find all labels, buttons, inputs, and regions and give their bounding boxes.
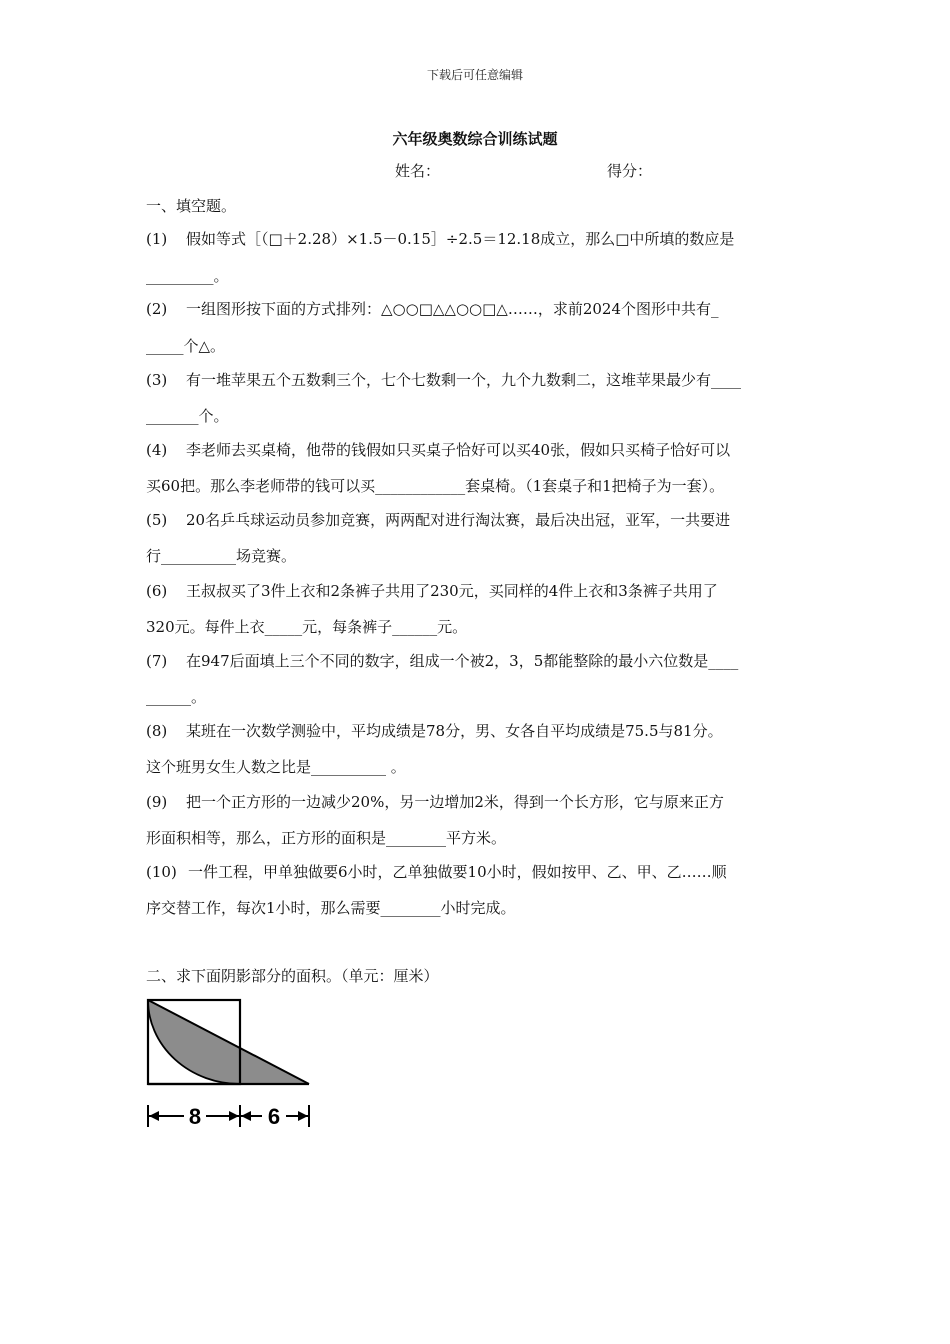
question-1: [146, 229, 734, 249]
question-2: [146, 299, 719, 319]
question-number: (6): [146, 582, 168, 600]
question-number: (3): [146, 371, 168, 389]
question-8: [146, 721, 723, 741]
question-text: 把一个正方形的一边减少20%，另一边增加2米，得到一个长方形，它与原来正方: [186, 793, 724, 811]
page-title: 六年级奥数综合训练试题: [392, 130, 558, 148]
question-number: (1): [146, 230, 168, 248]
question-7: [146, 651, 738, 671]
score-label: 得分：: [607, 162, 653, 180]
question-text: 王叔叔买了3件上衣和2条裤子共用了230元，买同样的4件上衣和3条裤子共用了: [186, 582, 718, 600]
question-9: [146, 792, 724, 812]
question-5-cont: 行__________场竞赛。: [146, 547, 297, 565]
question-3: [146, 370, 741, 390]
question-1-cont: _________。: [146, 267, 229, 285]
name-label: 姓名：: [395, 162, 441, 180]
question-10: [146, 862, 727, 882]
question-2-cont: _____个△。: [146, 337, 226, 355]
question-text: 在947后面填上三个不同的数字，组成一个被2，3，5都能整除的最小六位数是____: [186, 652, 739, 670]
section-2-heading: 二、求下面阴影部分的面积。（单元：厘米）: [146, 967, 439, 985]
question-8-cont: 这个班男女生人数之比是__________ 。: [146, 758, 406, 776]
question-5: [146, 510, 730, 530]
question-number: (4): [146, 441, 168, 459]
question-number: (7): [146, 652, 168, 670]
question-text: 李老师去买桌椅，他带的钱假如只买桌子恰好可以买40张，假如只买椅子恰好可以: [186, 441, 731, 459]
question-number: (5): [146, 511, 168, 529]
question-9-cont: 形面积相等，那么，正方形的面积是________平方米。: [146, 829, 507, 847]
question-6: [146, 581, 718, 601]
question-4-cont: 买60把。那么李老师带的钱可以买____________套桌椅。（1套桌子和1把椅子为一套）。: [146, 477, 725, 495]
question-3-cont: _______个。: [146, 407, 229, 425]
dimension-label-8: 8: [188, 1104, 202, 1129]
question-4: [146, 440, 730, 460]
question-text: 有一堆苹果五个五数剩三个，七个七数剩一个，九个九数剩二，这堆苹果最少有____: [186, 371, 742, 389]
question-text: 一件工程，甲单独做要6小时，乙单独做要10小时，假如按甲、乙、甲、乙……顺: [188, 863, 727, 881]
question-text: 假如等式［（□＋2.28）×1.5－0.15］÷2.5＝12.18成立，那么□中所填的数应是: [186, 230, 735, 248]
dimension-label-6: 6: [267, 1104, 281, 1129]
section-1-heading: 一、填空题。: [146, 197, 237, 215]
question-text: 某班在一次数学测验中，平均成绩是78分，男、女各自平均成绩是75.5与81分。: [186, 722, 723, 740]
question-10-cont: 序交替工作，每次1小时，那么需要________小时完成。: [146, 899, 516, 917]
arrow-mid-left: [229, 1111, 239, 1121]
page-header: 下载后可任意编辑: [426, 68, 523, 82]
question-number: (2): [146, 300, 168, 318]
question-number: (9): [146, 793, 168, 811]
question-number: (8): [146, 722, 168, 740]
question-6-cont: 320元。每件上衣_____元，每条裤子______元。: [146, 618, 468, 636]
arrow-left: [149, 1111, 159, 1121]
question-text: 一组图形按下面的方式排列：△○○□△△○○□△……，求前2024个图形中共有_: [186, 300, 719, 318]
arrow-right: [298, 1111, 308, 1121]
shaded-area-figure: [146, 997, 316, 1131]
question-7-cont: ______。: [146, 688, 207, 706]
question-number: (10): [146, 863, 177, 881]
question-text: 20名乒乓球运动员参加竞赛，两两配对进行淘汰赛，最后决出冠，亚军，一共要进: [186, 511, 731, 529]
arrow-mid-right: [241, 1111, 251, 1121]
